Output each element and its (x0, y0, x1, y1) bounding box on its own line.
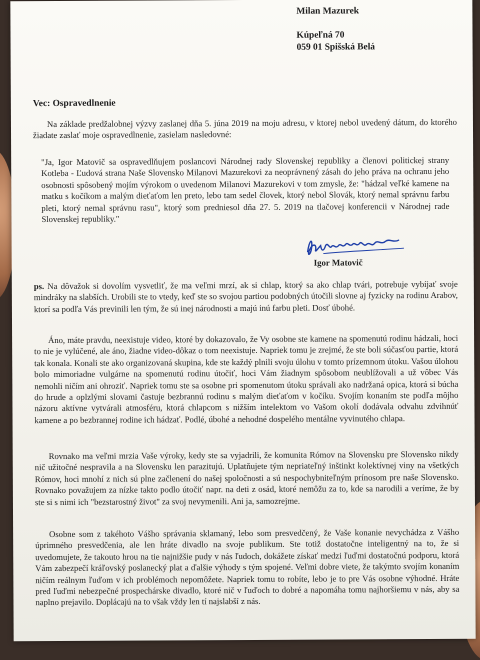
sender-address (296, 5, 375, 53)
paragraph-disappointment: Osobne som z takéhoto Vášho správania sklamaný, lebo som presvedčený, že Vaše konanie nevychádza z Vášho úprimného presvedčenia, ale len hráte divadlo na svoje publikum. Ste totiž dostatočne inteligentný na to, že si uvedomujete, že takouto hrou na tie najnižšie pudy v nás ľudoch, dokážete získať medzi ľuďmi dostatočnú podporu, ktorá Vám zabezpečí kráľovský poslanecký plat a ďalšie výhody s tým spojené. Veľmi dobre viete, že takýmto svojím konaním ničím reálnym ľuďom v ich problémoch nepomôžete. Napriek tomu to robíte, lebo je to pre Vás osobne výhodné. Hráte pred ľuďmi nebezpečné prospechárske divadlo, ktoré nič v ľuďoch to dobré a napomáha tomu najhoršiemu v nás, aby sa naplno prejavilo. Doplácajú na to však vždy len tí najslabší z nás. (35, 526, 460, 608)
ps-text: Na dôvažok si dovolím vysvetliť, že ma veľmi mrzí, ak si chlap, ktorý sa ako chlap tvári, potrebuje vybíjať svoje mindráky na slabších. Urobili ste to vtedy, keď ste so svojou partiou podobných útočili slovne aj fyzicky na rodinu Arabov, ktorí sa podľa Vás previnili len tým, že sú inej národnosti a majú inú farbu pleti. Dosť úbohé. (33, 278, 458, 314)
ps-label: ps. (33, 281, 45, 292)
postscript-paragraph (34, 279, 458, 315)
paragraph-video: Áno, máte pravdu, neexistuje video, ktoré by dokazovalo, že Vy osobne ste kamene na spomenutú rodinu hádzali, hoci to nie je vylúčené, ale áno, žiadne video-dôkaz o tom neexistuje. Napriek tomu je zrejmé, že ste boli súčasťou partie, ktorá tak konala. Konali ste ako organizovaná skupina, kde ste každý plnili svoju úlohu v tomto prízemnom útoku. Vašou úlohou bolo mimoriadne vulgárne na spomenutú rodinu útočiť, hoci Vám žiadnym spôsobom neublížovali a už vôbec Vás nemohli ničím ani ohroziť. Napriek tomu ste sa osobne pri spomenutom útoku správali ako nadržaná opica, ktorá si búcha do hrude a oplzlými slovami častuje bezbrannú rodinu s malým dieťaťom v kočíku. Svojím konaním ste podľa môjho názoru aktívne vytvárali atmosféru, ktorá chlapcom s nižším intelektom vo Vašom okolí dodávala odvahu zdvihnúť kamene a po bezbrannej rodine ich hádzať. Podlé, úbohé a nehodné dospelého mentálne vyvinutého chlapa. (34, 332, 459, 425)
subject-line: Vec: Ospravedlnenie (32, 98, 116, 110)
handwritten-signature (304, 235, 414, 258)
apology-quote: "Ja, Igor Matovič sa ospravedlňujem poslancovi Národnej rady Slovenskej republiky a členovi politickej strany Kotleba - Ľudová strana Naše Slovensko Milanovi Mazurekovi za neoprávnený zásah do jeho práva na ochranu jeho osobnosti spôsobený mojím výrokom o uvedenom Milanovi Mazurekovi v tom zmysle, že: "hádzal veľké kamene na matku s kočíkom a malým dieťaťom len preto, lebo tam sedel človek, ktorý nebol Slovák, ktorý nemal správnu farbu pleti, ktorý nemal správnu rasu", ktorý som predniesol dňa 27. 5. 2019 na tlačovej konferencii v Národnej rade Slovenskej republiky." (41, 154, 450, 225)
sender-name: Milan Mazurek (296, 6, 360, 17)
sender-city: 059 01 Spišská Belá (296, 42, 376, 53)
signature-icon (304, 235, 414, 258)
paragraph-roma: Rovnako ma veľmi mrzia Vaše výroky, kedy ste sa vyjadrili, že komunita Rómov na Slovensku pre Slovensko nikdy nič užitočné nespravila a na Slovensku len parazitujú. Uplatňujete tým nepriateľný inštinkt kolektívnej viny na všetkých Rómov, hoci mnohí z nich sú plne začlenení do našej spoločnosti a sú nespochybniteľným prínosom pre naše Slovensko. Rovnako považujem za nízke takto podlo útočiť napr. na deti z osád, ktoré nemôžu za to, kde sa narodili a veríme, že by ste si s nimi ich "bezstarostný život" za svoj nevymenili. Ani ja, samozrejme. (34, 448, 459, 507)
letter-page (10, 0, 475, 641)
signature-name: Igor Matovič (313, 257, 363, 268)
intro-paragraph: Na základe predžalobnej výzvy zaslanej dňa 5. júna 2019 na moju adresu, v ktorej nebol uvedený dátum, do ktorého žiadate zaslať moje ospravedlnenie, zasielam nasledovné: (33, 116, 457, 141)
sender-street: Kúpeľná 70 (296, 30, 345, 41)
